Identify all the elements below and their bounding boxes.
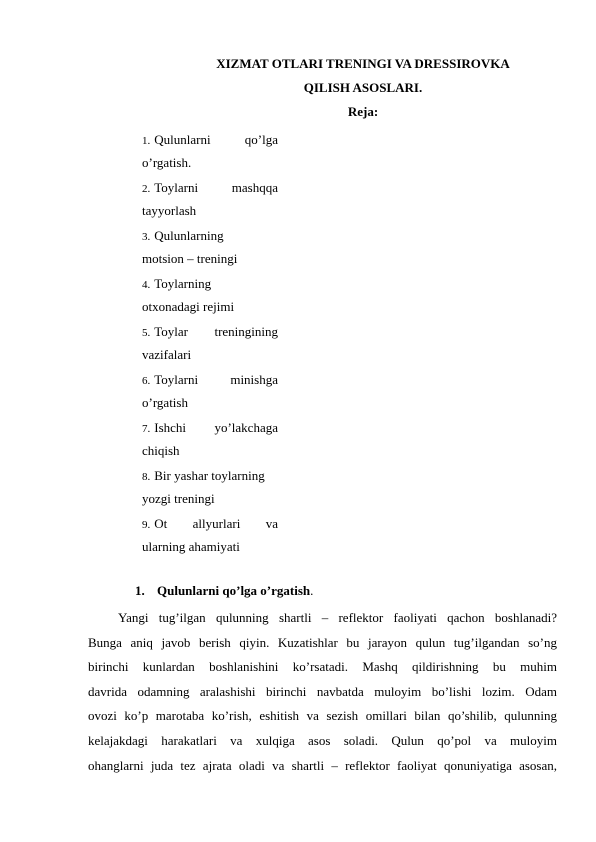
plan-item-continuation: motsion – treningi <box>142 251 238 266</box>
plan-item-word: Toylarning <box>154 276 212 291</box>
paragraph-line: Bunga aniq javob berish qiyin. Kuzatishlar bu jarayon qulun tug’ilgandan so’ng <box>88 634 557 650</box>
plan-item-number: 4. <box>142 279 151 291</box>
plan-item-continuation: otxonadagi rejimi <box>142 299 235 314</box>
plan-item <box>142 512 278 560</box>
plan-label: Reja: <box>347 104 379 119</box>
plan-item-word: qo’lga <box>244 132 278 147</box>
plan-item-continuation: o’rgatish. <box>142 155 192 170</box>
page-title-continued: QILISH ASOSLARI. <box>303 80 423 95</box>
plan-item-word: Ishchi <box>154 420 187 435</box>
plan-item-word: va <box>265 516 278 531</box>
plan-item-number: 7. <box>142 423 151 435</box>
plan-item-number: 2. <box>142 183 151 195</box>
plan-item-word: Ot <box>154 516 168 531</box>
plan-item-number: 9. <box>142 519 151 531</box>
plan-item-number: 3. <box>142 231 151 243</box>
plan-item-word: Bir yashar toylarning <box>154 468 265 483</box>
paragraph-line: ohanglarni juda tez ajrata oladi va shartli – reflektor faoliyat qonuniyatiga asosan, <box>88 757 557 773</box>
plan-item <box>142 272 278 320</box>
plan-item <box>142 128 278 176</box>
plan-item-word: Qulunlarning <box>154 228 224 243</box>
body-paragraph <box>88 606 557 778</box>
plan-item <box>142 224 278 272</box>
plan-item <box>142 368 278 416</box>
section-heading-period: . <box>310 583 314 598</box>
plan-item-word: Toylarni <box>154 180 199 195</box>
plan-item-continuation: tayyorlash <box>142 203 197 218</box>
plan-item <box>142 320 278 368</box>
plan-item-number: 6. <box>142 375 151 387</box>
plan-item-word: Toylarni <box>154 372 199 387</box>
section-heading-text: Qulunlarni qo’lga o’rgatish <box>157 583 311 598</box>
section-number: 1. <box>135 583 145 598</box>
plan-item-word: treningining <box>214 324 278 339</box>
plan-item-number: 5. <box>142 327 151 339</box>
plan-item-continuation: yozgi treningi <box>142 491 215 506</box>
plan-item-number: 1. <box>142 135 151 147</box>
plan-item-continuation: chiqish <box>142 443 180 458</box>
plan-item-continuation: ularning ahamiyati <box>142 539 240 554</box>
plan-item-continuation: o’rgatish <box>142 395 188 410</box>
plan-list <box>142 128 278 560</box>
page-title: XIZMAT OTLARI TRENINGI VA DRESSIROVKA <box>216 56 510 71</box>
plan-item <box>142 416 278 464</box>
paragraph-line: birinchi kunlardan boshlanishini ko’rsatadi. Mashq qildirishning bu muhim <box>88 659 557 675</box>
plan-item-word: yo’lakchaga <box>214 420 278 435</box>
plan-item-word: Toylar <box>154 324 188 339</box>
plan-item-word: mashqqa <box>231 180 278 195</box>
paragraph-line: ovozi ko’p marotaba ko’rish, eshitish va sezish omillari bilan qo’shilib, qulunning <box>88 708 557 724</box>
plan-item <box>142 176 278 224</box>
paragraph-line: kelajakdagi harakatlari va xulqiga asos soladi. Qulun qo’pol va muloyim <box>88 732 557 748</box>
plan-item-number: 8. <box>142 471 151 483</box>
plan-item <box>142 464 278 512</box>
plan-item-word: minishga <box>230 372 278 387</box>
plan-item-word: Qulunlarni <box>154 132 211 147</box>
section-heading <box>135 583 313 599</box>
plan-item-continuation: vazifalari <box>142 347 192 362</box>
paragraph-line: Yangi tug’ilgan qulunning shartli – reflektor faoliyati qachon boshlanadi? <box>118 610 557 625</box>
paragraph-line: davrida odamning aralashishi birinchi navbatda muloyim bo’lishi lozim. Odam <box>88 683 557 699</box>
plan-item-word: allyurlari <box>192 516 241 531</box>
